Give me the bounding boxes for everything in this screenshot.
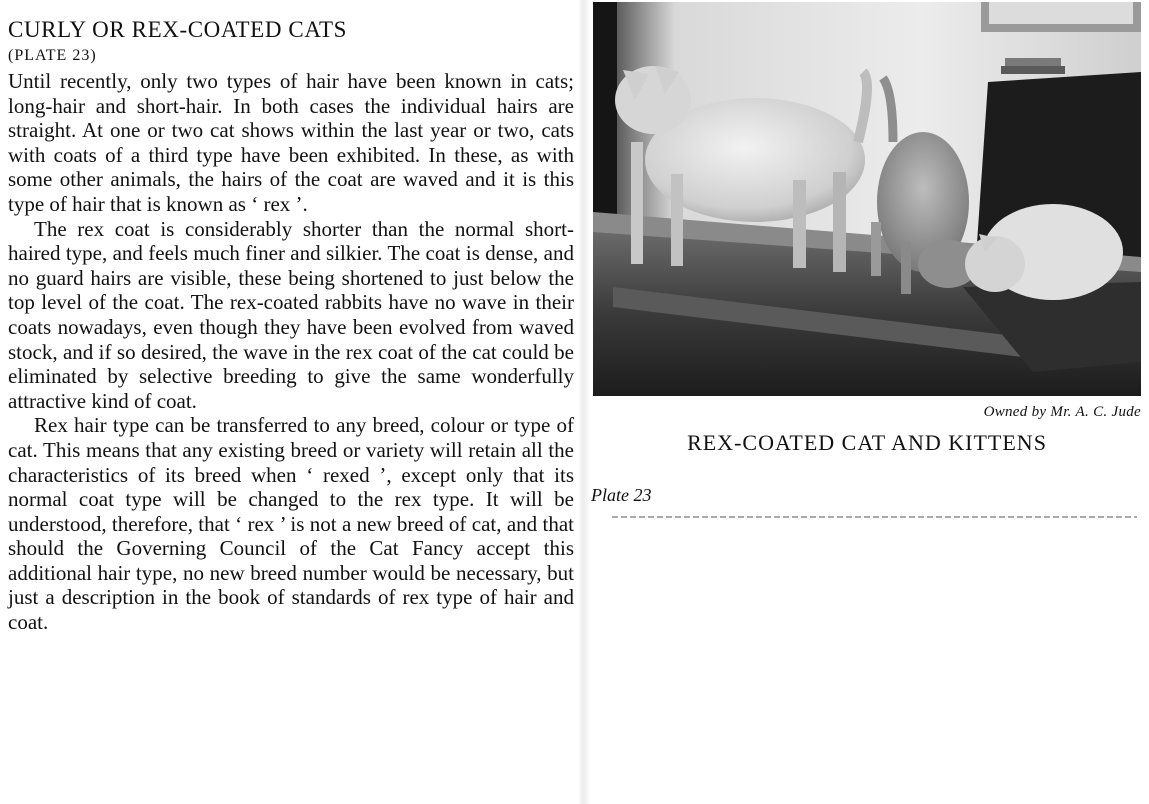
plate-reference: (PLATE 23) — [8, 47, 97, 64]
paragraph-3: Rex hair type can be transferred to any breed, colour or type of cat. This means that any existing breed or variety will retain all the characteristics of its breed when ‘ rexed ’, except only that its normal coat type will be changed to the rex type. It will be understood, therefore, that ‘ rex ’ is not a new breed of cat, and that should the Governing Council of the Cat Fancy accept this additional hair type, no new breed number would be necessary, but just a description in the book of standards of rex type of hair and coat. — [8, 413, 574, 635]
left-page — [8, 16, 574, 635]
page-gutter — [578, 0, 590, 804]
section-heading: CURLY OR REX-COATED CATS — [8, 17, 348, 42]
plate-photograph — [593, 2, 1141, 396]
body-text — [8, 69, 574, 635]
paragraph-2: The rex coat is considerably shorter than the normal short-haired type, and feels much finer and silkier. The coat is dense, and no guard hairs are visible, these being shortened to just below the top level of the coat. The rex-coated rabbits have no wave in their coats nowadays, even though they have been evolved from waved stock, and if so desired, the wave in the rex coat of the cat could be eliminated by selective breeding to give the same wonderfully attractive kind of coat. — [8, 216, 574, 413]
plate-label: Plate 23 — [591, 485, 652, 505]
plate-caption-title: REX-COATED CAT AND KITTENS — [687, 430, 1047, 455]
paragraph-1: Until recently, only two types of hair have been known in cats; long-hair and short-hair. In both cases the individual hairs are straight. At one or two cat shows within the last year or two, cats with coats of a third type have been exhibited. In these, as with some other animals, the hairs of the coat are waved and it is this type of hair that is known as ‘ rex ’. — [8, 69, 574, 216]
owner-credit: Owned by Mr. A. C. Jude — [983, 404, 1141, 420]
bleed-through-line — [612, 516, 1137, 518]
